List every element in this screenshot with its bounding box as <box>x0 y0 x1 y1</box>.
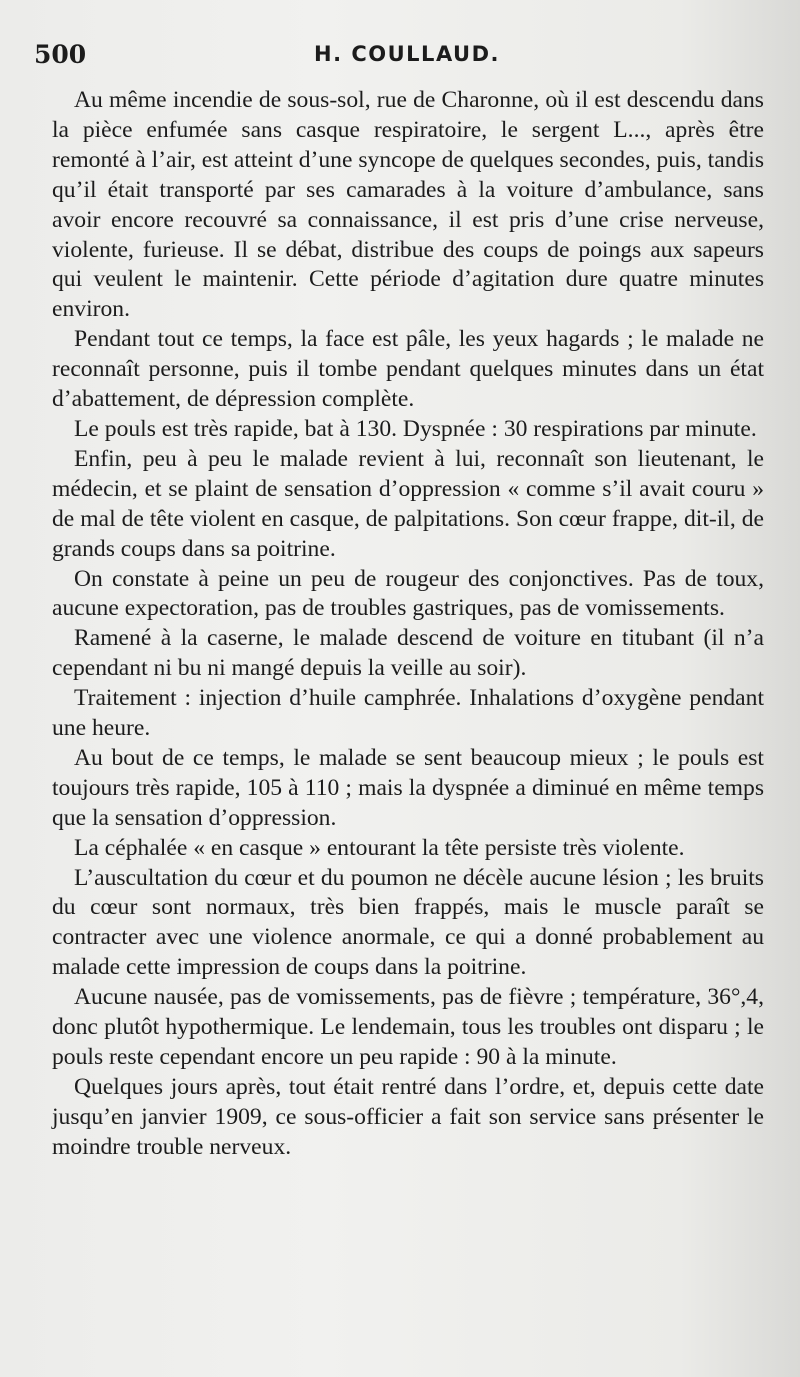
paragraph: L’auscultation du cœur et du poumon ne décèle aucune lésion ; les bruits du cœur sont normaux, très bien frappés, mais le muscle paraît se contracter avec une violence anormale, ce qui a donné probablement au malade cette impression de coups dans la poitrine. <box>52 864 764 981</box>
paragraph: Au bout de ce temps, le malade se sent beaucoup mieux ; le pouls est toujours très rapide, 105 à 110 ; mais la dyspnée a diminué en même temps que la sensation d’oppression. <box>52 744 764 831</box>
paragraph: Traitement : injection d’huile camphrée. Inhalations d’oxygène pendant une heure. <box>52 685 764 742</box>
paragraph: Au même incendie de sous-sol, rue de Charonne, où il est descendu dans la pièce enfumée sans casque respiratoire, le sergent L..., après être remonté à l’air, est atteint d’une syncope de quelques secondes, puis, tandis qu’il était transporté par ses camarades à la voiture d’ambulance, sans avoir encore recouvré sa connaissance, il est pris d’une crise nerveuse, violente, furieuse. Il se débat, distribue des coups de poings aux sapeurs qui veulent le maintenir. Cette période d’agitation dure quatre minutes environ. <box>52 87 764 323</box>
body-text <box>52 86 764 1163</box>
paragraph: La céphalée « en casque » entourant la tête persiste très violente. <box>74 834 685 861</box>
page-number: 500 <box>34 40 87 69</box>
paragraph: Enfin, peu à peu le malade revient à lui, reconnaît son lieutenant, le médecin, et se plaint de sensation d’oppression « comme s’il avait couru » de mal de tête violent en casque, de palpitations. Son cœur frappe, dit-il, de grands coups dans sa poitrine. <box>52 445 764 562</box>
paragraph: Ramené à la caserne, le malade descend de voiture en titubant (il n’a cependant ni bu ni mangé depuis la veille au soir). <box>52 625 764 682</box>
paragraph: Le pouls est très rapide, bat à 130. Dyspnée : 30 respirations par minute. <box>74 415 757 442</box>
paragraph: Aucune nausée, pas de vomissements, pas de fièvre ; température, 36°,4, donc plutôt hypothermique. Le lendemain, tous les troubles ont disparu ; le pouls reste cependant encore un peu rapide : 90 à la minute. <box>52 984 764 1070</box>
paragraph: On constate à peine un peu de rougeur des conjonctives. Pas de toux, aucune expectoration, pas de troubles gastriques, pas de vomissements. <box>52 565 764 622</box>
paragraph: Quelques jours après, tout était rentré dans l’ordre, et, depuis cette date jusqu’en janvier 1909, ce sous-officier a fait son service sans présenter le moindre trouble nerveux. <box>52 1073 764 1160</box>
running-head <box>34 40 780 74</box>
paragraph: Pendant tout ce temps, la face est pâle, les yeux hagards ; le malade ne reconnaît personne, puis il tombe pendant quelques minutes dans un état d’abattement, de dépression complète. <box>52 326 764 413</box>
running-head-author: H. COULLAUD. <box>314 42 501 66</box>
